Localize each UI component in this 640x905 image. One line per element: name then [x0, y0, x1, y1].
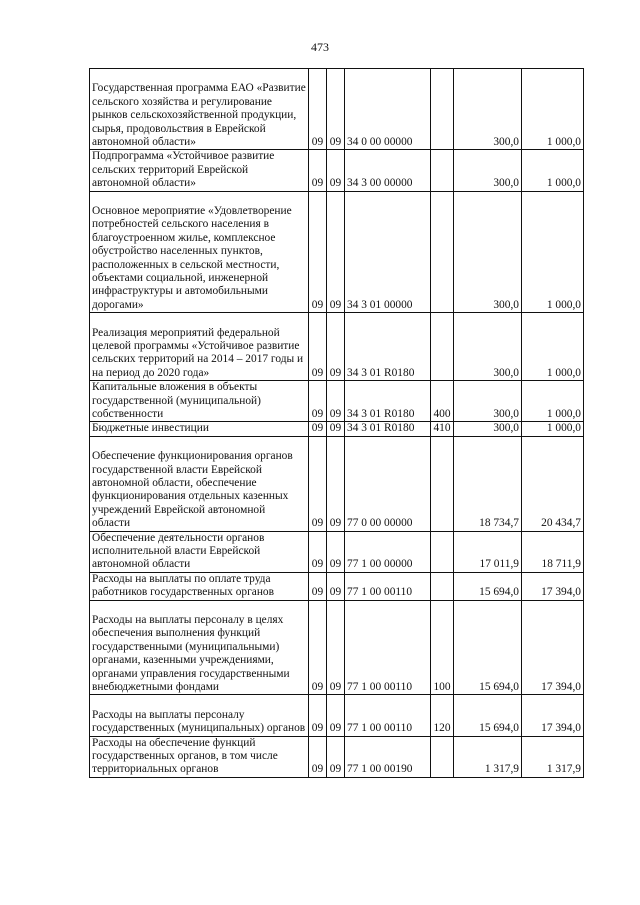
row-expense-type [431, 313, 454, 381]
row-target-article: 34 0 00 00000 [345, 69, 431, 150]
row-name: Основное мероприятие «Удовлетворение потребностей сельского населения в благоустроенном жилье, комплексное обустройство населенных пунктов, расположенных в сельской местности, объектами социальной, инженерной инфраструктуры и автомобильными дорогами» [90, 191, 309, 313]
row-target-article: 34 3 01 R0180 [345, 381, 431, 422]
row-target-article: 34 3 01 00000 [345, 191, 431, 313]
row-amount-second-year: 1 000,0 [522, 381, 584, 422]
row-name: Расходы на выплаты персоналу государственных (муниципальных) органов [90, 695, 309, 736]
row-target-article: 77 0 00 00000 [345, 436, 431, 531]
budget-table [89, 68, 584, 778]
row-expense-type [431, 572, 454, 600]
row-amount-first-year: 1 317,9 [454, 736, 522, 777]
row-target-article: 77 1 00 00110 [345, 695, 431, 736]
row-target-article: 34 3 01 R0180 [345, 313, 431, 381]
row-section-code: 09 [309, 695, 327, 736]
row-name: Капитальные вложения в объекты государственной (муниципальной) собственности [90, 381, 309, 422]
row-name: Расходы на обеспечение функций государственных органов, в том числе территориальных органов [90, 736, 309, 777]
row-name: Бюджетные инвестиции [90, 422, 309, 436]
row-amount-first-year: 300,0 [454, 313, 522, 381]
row-amount-second-year: 1 000,0 [522, 150, 584, 191]
table-row [90, 572, 584, 600]
row-target-article: 34 3 00 00000 [345, 150, 431, 191]
table-row [90, 150, 584, 191]
row-expense-type: 400 [431, 381, 454, 422]
row-name: Расходы на выплаты персоналу в целях обеспечения выполнения функций государственными (муниципальными) органами, казенными учреждениями, органами управления государственными внебюджетными фондами [90, 600, 309, 695]
row-expense-type [431, 191, 454, 313]
row-section-code: 09 [309, 191, 327, 313]
row-expense-type [431, 150, 454, 191]
row-amount-first-year: 300,0 [454, 191, 522, 313]
row-subsection-code: 09 [327, 422, 345, 436]
table-row [90, 69, 584, 150]
row-section-code: 09 [309, 422, 327, 436]
row-name: Реализация мероприятий федеральной целевой программы «Устойчивое развитие сельских территорий на 2014 – 2017 годы и на период до 2020 года» [90, 313, 309, 381]
row-section-code: 09 [309, 381, 327, 422]
table-row [90, 695, 584, 736]
row-target-article: 77 1 00 00000 [345, 531, 431, 572]
row-section-code: 09 [309, 150, 327, 191]
row-amount-second-year: 17 394,0 [522, 572, 584, 600]
row-name: Государственная программа ЕАО «Развитие сельского хозяйства и регулирование рынков сельскохозяйственной продукции, сырья, продовольствия в Еврейской автономной области» [90, 69, 309, 150]
row-subsection-code: 09 [327, 191, 345, 313]
row-amount-second-year: 1 000,0 [522, 69, 584, 150]
row-amount-second-year: 17 394,0 [522, 600, 584, 695]
row-section-code: 09 [309, 600, 327, 695]
row-amount-second-year: 18 711,9 [522, 531, 584, 572]
row-amount-second-year: 1 317,9 [522, 736, 584, 777]
row-expense-type: 100 [431, 600, 454, 695]
row-amount-first-year: 300,0 [454, 381, 522, 422]
row-amount-first-year: 17 011,9 [454, 531, 522, 572]
row-amount-second-year: 1 000,0 [522, 191, 584, 313]
row-section-code: 09 [309, 313, 327, 381]
row-target-article: 34 3 01 R0180 [345, 422, 431, 436]
table-row [90, 313, 584, 381]
row-amount-first-year: 300,0 [454, 150, 522, 191]
row-name: Обеспечение деятельности органов исполнительной власти Еврейской автономной области [90, 531, 309, 572]
table-row [90, 736, 584, 777]
table-row [90, 600, 584, 695]
row-amount-first-year: 15 694,0 [454, 572, 522, 600]
row-section-code: 09 [309, 736, 327, 777]
row-amount-second-year: 20 434,7 [522, 436, 584, 531]
row-amount-first-year: 300,0 [454, 69, 522, 150]
row-target-article: 77 1 00 00190 [345, 736, 431, 777]
row-expense-type [431, 736, 454, 777]
row-expense-type [431, 69, 454, 150]
row-amount-second-year: 1 000,0 [522, 422, 584, 436]
row-name: Обеспечение функционирования органов государственной власти Еврейской автономной области, обеспечение функционирования отдельных казенных учреждений Еврейской автономной области [90, 436, 309, 531]
table-row [90, 531, 584, 572]
row-section-code: 09 [309, 69, 327, 150]
row-amount-first-year: 18 734,7 [454, 436, 522, 531]
table-row [90, 191, 584, 313]
row-subsection-code: 09 [327, 600, 345, 695]
row-amount-second-year: 1 000,0 [522, 313, 584, 381]
table-row [90, 381, 584, 422]
row-subsection-code: 09 [327, 436, 345, 531]
row-amount-first-year: 15 694,0 [454, 600, 522, 695]
row-section-code: 09 [309, 531, 327, 572]
table-row [90, 436, 584, 531]
row-subsection-code: 09 [327, 381, 345, 422]
row-amount-first-year: 300,0 [454, 422, 522, 436]
page-number: 473 [311, 40, 329, 54]
row-amount-second-year: 17 394,0 [522, 695, 584, 736]
row-subsection-code: 09 [327, 313, 345, 381]
row-section-code: 09 [309, 572, 327, 600]
row-subsection-code: 09 [327, 736, 345, 777]
row-target-article: 77 1 00 00110 [345, 600, 431, 695]
row-target-article: 77 1 00 00110 [345, 572, 431, 600]
row-expense-type [431, 531, 454, 572]
row-name: Подпрограмма «Устойчивое развитие сельских территорий Еврейской автономной области» [90, 150, 309, 191]
row-subsection-code: 09 [327, 531, 345, 572]
row-subsection-code: 09 [327, 572, 345, 600]
table-body [90, 69, 584, 778]
row-subsection-code: 09 [327, 69, 345, 150]
row-subsection-code: 09 [327, 695, 345, 736]
row-expense-type: 120 [431, 695, 454, 736]
row-subsection-code: 09 [327, 150, 345, 191]
row-amount-first-year: 15 694,0 [454, 695, 522, 736]
row-section-code: 09 [309, 436, 327, 531]
table-row [90, 422, 584, 436]
row-name: Расходы на выплаты по оплате труда работников государственных органов [90, 572, 309, 600]
row-expense-type: 410 [431, 422, 454, 436]
row-expense-type [431, 436, 454, 531]
